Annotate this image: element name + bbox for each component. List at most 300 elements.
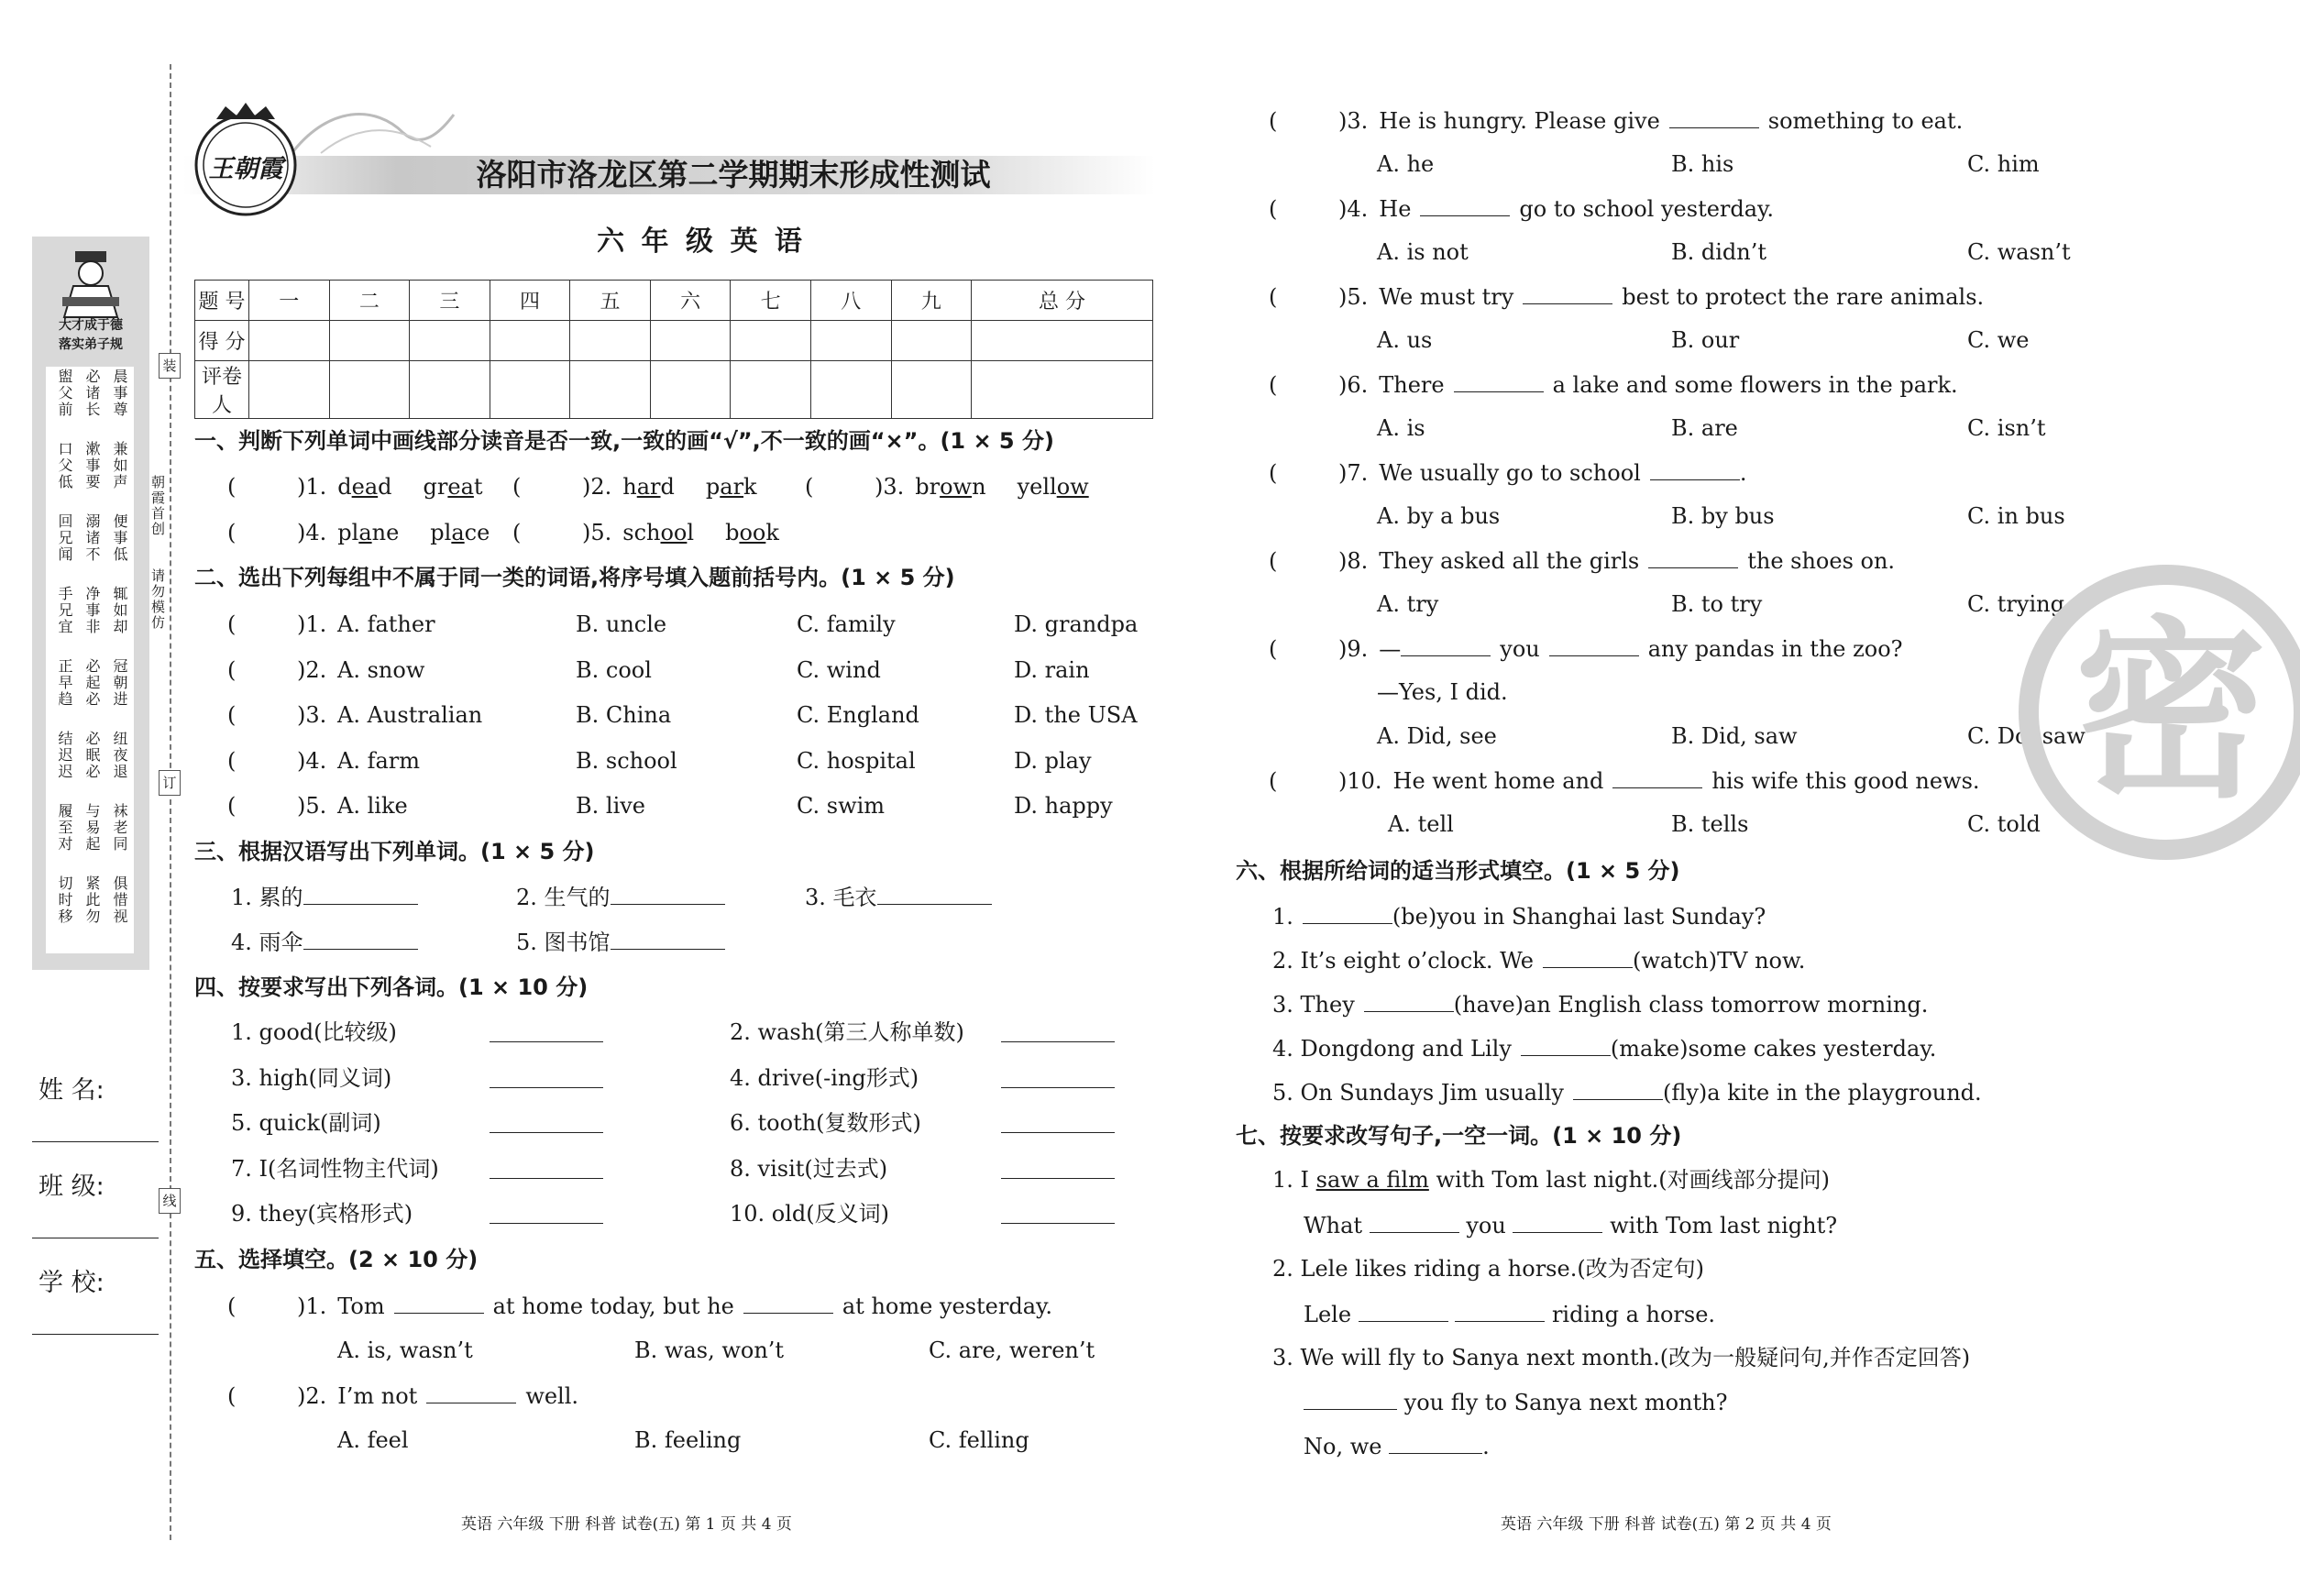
score-cell[interactable] (329, 321, 410, 361)
score-column-header: 八 (810, 281, 891, 321)
s7-q1-post: with Tom last night.(对画线部分提问) (1436, 1167, 1830, 1193)
poem-column: 便事低 (111, 513, 128, 563)
s6-item (1272, 901, 1766, 931)
score-cell[interactable] (650, 321, 731, 361)
answer-blank[interactable] (611, 927, 725, 950)
score-cell[interactable] (570, 361, 651, 419)
s7-q3: 3. We will fly to Sanya next month.(改为一般疑问句,并作否定回答) (1272, 1345, 1971, 1370)
s5-item (1269, 765, 1980, 796)
item-number: )1. (297, 474, 327, 500)
given-word: (make) (1610, 1036, 1689, 1062)
answer-blank[interactable] (303, 882, 418, 905)
word (1018, 474, 1089, 500)
score-cell[interactable] (410, 361, 490, 419)
item-number: )4. (297, 520, 327, 545)
item-label: 4. 雨伞 (231, 930, 303, 955)
poem-column: 口父低 (56, 441, 73, 490)
word-underlined: ar (720, 474, 744, 500)
answer-paren[interactable]: ( (227, 702, 237, 728)
given-word: (watch) (1633, 948, 1718, 974)
s7-q2-ans-a: Lele (1304, 1302, 1352, 1327)
option-d: D. happy (1014, 793, 1113, 819)
item-number: )1. (297, 611, 327, 637)
sidebar-motto (40, 316, 141, 355)
answer-blank[interactable] (1543, 945, 1633, 968)
s2-item (227, 700, 326, 730)
s5-item (1269, 193, 1774, 224)
answer-blank[interactable] (303, 927, 418, 950)
word-part: d (378, 474, 392, 500)
item-stem: 5. On Sundays Jim usually (1272, 1080, 1564, 1106)
answer-paren[interactable]: ( (227, 656, 237, 683)
answer-blank[interactable] (1401, 633, 1491, 656)
word-underlined: ow (1056, 474, 1089, 500)
answer-blank[interactable] (1455, 1299, 1545, 1322)
s7-q3-ans-c: . (1482, 1434, 1490, 1459)
item-number: )3. (297, 702, 327, 728)
answer-paren[interactable]: ( (512, 520, 522, 545)
answer-paren[interactable]: ( (227, 1383, 237, 1409)
s1-item (512, 472, 757, 501)
stem-part: I’m not (337, 1383, 418, 1409)
score-cell[interactable] (972, 321, 1153, 361)
given-word: (fly) (1662, 1080, 1708, 1106)
word (337, 474, 391, 500)
answer-blank[interactable] (1521, 1033, 1611, 1056)
answer-blank[interactable] (1359, 1299, 1448, 1322)
answer-paren[interactable]: ( (512, 474, 522, 500)
motto-line: 大才成于德 (59, 318, 123, 333)
item-label: 5. 图书馆 (516, 930, 611, 955)
scholar-figure (46, 246, 136, 319)
item-label: 2. 生气的 (516, 885, 611, 910)
s7-q2-ans-c: riding a horse. (1551, 1302, 1716, 1327)
score-cell[interactable] (249, 361, 330, 419)
answer-blank[interactable] (1549, 633, 1639, 656)
stem-part: something to eat. (1767, 108, 1964, 134)
binding-mark: 装 (159, 353, 181, 379)
answer-blank[interactable] (1389, 1431, 1482, 1454)
poem-column: 兼如声 (111, 441, 128, 490)
score-cell[interactable] (249, 321, 330, 361)
item-number: )2. (297, 656, 327, 683)
option-a: A. like (337, 793, 408, 819)
item-number: )6. (1338, 372, 1369, 398)
stem-part: well. (525, 1383, 579, 1409)
option-b: B. school (576, 747, 677, 774)
poem-column: 漱事要 (83, 441, 101, 490)
answer-blank[interactable] (743, 1291, 833, 1314)
stem-part: at home today, but he (492, 1293, 734, 1319)
poem-column: 袜老同 (111, 803, 128, 853)
score-column-header: 六 (650, 281, 731, 321)
word (725, 520, 779, 545)
stem-part: best to protect the rare animals. (1622, 284, 1985, 310)
answer-paren[interactable]: ( (1269, 636, 1278, 662)
answer-paren[interactable]: ( (805, 474, 814, 500)
option-c: C. are, weren’t (929, 1337, 1095, 1363)
option-a: A. feel (337, 1427, 409, 1453)
s2-item (227, 746, 326, 776)
score-cell[interactable] (570, 321, 651, 361)
option-b: B. didn’t (1671, 239, 1767, 265)
poem-column: 净事非 (83, 586, 101, 635)
section2-title: 二、选出下列每组中不属于同一类的词语,将序号填入题前括号内。(1 × 5 分) (194, 565, 955, 590)
s7-q1-underlined: saw a film (1315, 1167, 1429, 1193)
s4-item-label: 4. drive(-ing形式) (730, 1064, 919, 1091)
stem-part: We must try (1379, 284, 1514, 310)
poem-column: 必起必 (83, 658, 101, 708)
score-cell[interactable] (891, 321, 972, 361)
item-number: )8. (1338, 548, 1369, 574)
option-c: C. hospital (797, 747, 916, 774)
answer-blank[interactable] (394, 1291, 484, 1314)
section4-title: 四、按要求写出下列各词。(1 × 10 分) (194, 974, 589, 1000)
s3-item (805, 882, 992, 912)
score-cell[interactable] (810, 321, 891, 361)
s4-item-label: 3. high(同义词) (231, 1064, 392, 1091)
s2-item (227, 655, 326, 685)
option-a: A. Did, see (1377, 723, 1497, 749)
motto-line: 落实弟子规 (59, 337, 123, 352)
word-part: k (743, 474, 757, 500)
answer-paren[interactable]: ( (227, 474, 237, 500)
poem-column: 正早趋 (56, 658, 73, 708)
word-part: gr (423, 474, 448, 500)
score-cell[interactable] (650, 361, 731, 419)
word-underlined: a (358, 520, 372, 545)
s6-item (1272, 989, 1928, 1019)
option-a: A. father (337, 611, 435, 637)
page-subtitle: 六 年 级 英 语 (597, 226, 806, 258)
item-stem: 2. It’s eight o’clock. We (1272, 948, 1534, 974)
word-part: ce (464, 520, 490, 545)
poem-column: 晨事尊 (111, 369, 128, 418)
word-underlined: ow (940, 474, 973, 500)
s3-item (231, 927, 418, 957)
word-part: b (725, 520, 740, 545)
answer-paren[interactable]: ( (227, 611, 237, 637)
stem-part: . (1739, 460, 1747, 486)
item-stem: 3. They (1272, 992, 1355, 1018)
school-label: 学 校: (39, 1269, 105, 1297)
option-c: C. wasn’t (1967, 239, 2071, 265)
poem-column: 履至对 (56, 803, 73, 853)
stem-part: any pandas in the zoo? (1647, 636, 1903, 662)
s4-item-label: 5. quick(副词) (231, 1110, 381, 1136)
stem-part: There (1379, 372, 1445, 398)
score-cell[interactable] (490, 321, 570, 361)
word (424, 474, 483, 500)
score-cell[interactable] (329, 361, 410, 419)
answer-blank[interactable] (1648, 545, 1738, 568)
answer-blank[interactable] (1454, 369, 1544, 392)
option-b: B. are (1671, 415, 1738, 441)
answer-paren[interactable]: ( (1269, 284, 1278, 310)
s4-item-label: 8. visit(过去式) (730, 1155, 888, 1182)
item-label: 1. 累的 (231, 885, 303, 910)
poem-column: 回兄闻 (56, 513, 73, 563)
item-label: 3. 毛衣 (805, 885, 877, 910)
s2-item (227, 791, 326, 820)
stem-part: We usually go to school (1379, 460, 1641, 486)
s5-item (227, 1291, 1052, 1321)
answer-blank[interactable] (1513, 1210, 1602, 1233)
option-c: C. him (1967, 151, 2040, 177)
score-cell[interactable] (731, 361, 811, 419)
score-cell[interactable] (972, 361, 1153, 419)
option-a: A. he (1377, 151, 1435, 177)
binding-mark: 订 (159, 770, 181, 796)
stem-part: his wife this good news. (1711, 768, 1980, 794)
answer-paren[interactable]: ( (1269, 196, 1278, 222)
answer-paren[interactable]: ( (227, 793, 237, 819)
name-field[interactable] (32, 1141, 159, 1142)
item-number: )9. (1338, 636, 1369, 662)
poem-column: 溺诸不 (83, 513, 101, 563)
logo (191, 103, 301, 222)
score-cell[interactable] (810, 361, 891, 419)
option-b: B. was, won’t (634, 1337, 785, 1363)
word-part: p (705, 474, 721, 500)
option-c: C. told (1967, 811, 2041, 837)
item-number: )2. (582, 474, 612, 500)
s6-item (1272, 1033, 1936, 1063)
logo-text: 王朝霞 (208, 155, 283, 183)
answer-blank[interactable] (490, 1041, 603, 1042)
option-b: B. our (1671, 327, 1740, 353)
word (706, 474, 757, 500)
s3-item (516, 927, 725, 957)
word-underlined: ea (447, 474, 474, 500)
answer-blank[interactable] (1001, 1041, 1115, 1042)
answer-blank[interactable] (490, 1223, 603, 1224)
answer-blank[interactable] (1420, 193, 1510, 216)
s7-q1-pre: 1. I (1272, 1167, 1310, 1193)
word-part: pl (430, 520, 452, 545)
score-row-label: 评卷人 (195, 361, 249, 419)
binding-line (170, 64, 171, 1540)
answer-blank[interactable] (490, 1087, 603, 1088)
secret-stamp (2015, 561, 2300, 864)
option-c: C. swim (797, 793, 886, 819)
school-field[interactable] (32, 1334, 159, 1335)
score-column-header: 五 (570, 281, 651, 321)
option-c: C. family (797, 611, 896, 637)
binding-note-line: 请勿模仿 (149, 568, 166, 631)
stem-part: He went home and (1392, 768, 1604, 794)
poem-column: 必眠必 (83, 731, 101, 780)
s7-q3-ans-a: you fly to Sanya next month? (1403, 1390, 1728, 1415)
score-cell[interactable] (731, 321, 811, 361)
poem-column: 俱惜视 (111, 875, 128, 925)
s5-item (1269, 105, 1963, 136)
option-b: B. his (1671, 151, 1734, 177)
option-d: D. play (1014, 747, 1092, 774)
stem-part: you (1500, 636, 1540, 662)
word-part: d (660, 474, 675, 500)
option-b: B. to try (1671, 591, 1763, 617)
option-d: D. the USA (1014, 702, 1138, 728)
answer-blank[interactable] (1303, 901, 1392, 924)
section5-title: 五、选择填空。(2 × 10 分) (194, 1247, 479, 1272)
binding-mark: 线 (159, 1188, 181, 1214)
option-c: C. England (797, 702, 919, 728)
s5-item (1269, 457, 1746, 488)
word (622, 520, 694, 545)
s7-q3-ans-b: No, we (1304, 1434, 1382, 1459)
option-b: B. Did, saw (1671, 723, 1798, 749)
stem-reply: —Yes, I did. (1377, 679, 1508, 705)
poem-column: 手兄宜 (56, 586, 73, 635)
option-c: C. trying (1967, 591, 2064, 617)
answer-blank[interactable] (1001, 1178, 1115, 1179)
poem-column: 辄如却 (111, 586, 128, 635)
s7-q2: 2. Lele likes riding a horse.(改为否定句) (1272, 1256, 1705, 1282)
answer-blank[interactable] (1523, 281, 1612, 304)
given-word: (have) (1453, 992, 1524, 1018)
option-d: D. grandpa (1014, 611, 1139, 637)
item-number: )5. (582, 520, 612, 545)
word-underlined: a (451, 520, 465, 545)
option-b: B. live (576, 793, 646, 819)
answer-blank[interactable] (1612, 765, 1702, 788)
poem-column: 与易起 (83, 803, 101, 853)
poem-column: 盥父前 (56, 369, 73, 418)
poem-column: 紧此勿 (83, 875, 101, 925)
option-a: A. farm (337, 747, 421, 774)
option-b: B. cool (576, 656, 652, 683)
s7-q1 (1272, 1165, 1830, 1194)
answer-paren[interactable]: ( (227, 1293, 237, 1319)
option-a: A. is not (1377, 239, 1469, 265)
option-c: C. wind (797, 656, 881, 683)
stem-part: at home yesterday. (842, 1293, 1053, 1319)
word-underlined: oo (660, 520, 688, 545)
binding-note-line: 朝霞首创 (149, 475, 166, 537)
word-part: l (687, 520, 695, 545)
score-row-label: 题 号 (195, 281, 249, 321)
stamp-text: 密 (2074, 600, 2267, 824)
answer-paren[interactable]: ( (1269, 372, 1278, 398)
stem-part: Tom (337, 1293, 385, 1319)
option-a: A. snow (337, 656, 425, 683)
answer-paren[interactable]: ( (1269, 768, 1278, 794)
score-cell[interactable] (410, 321, 490, 361)
score-column-header: 总 分 (972, 281, 1153, 321)
s1-item (512, 518, 779, 547)
option-a: A. Australian (337, 702, 483, 728)
item-number: )2. (297, 1383, 327, 1409)
item-tail: an English class tomorrow morning. (1524, 992, 1929, 1018)
option-b: B. feeling (634, 1427, 742, 1453)
answer-blank[interactable] (1370, 1210, 1459, 1233)
poem-column: 纽夜退 (111, 731, 128, 780)
word-part: ne (371, 520, 400, 545)
grader-row (195, 361, 1153, 419)
word-underlined: ea (351, 474, 379, 500)
page-title: 洛阳市洛龙区第二学期期末形成性测试 (476, 157, 991, 193)
section1-title: 一、判断下列单词中画线部分读音是否一致,一致的画“√”,不一致的画“×”。(1 × 5 分) (194, 428, 1054, 454)
score-column-header: 三 (410, 281, 490, 321)
answer-blank[interactable] (1364, 989, 1454, 1012)
s5-item (1269, 545, 1895, 576)
answer-blank[interactable] (1650, 457, 1740, 480)
s4-item-label: 9. they(宾格形式) (231, 1201, 413, 1227)
answer-blank[interactable] (1001, 1223, 1115, 1224)
score-header-row (195, 281, 1153, 321)
score-row (195, 321, 1153, 361)
option-b: B. by bus (1671, 503, 1775, 529)
word-part: k (765, 520, 779, 545)
answer-paren[interactable]: ( (227, 520, 237, 545)
word-part: pl (337, 520, 359, 545)
option-c: C. Do, saw (1967, 723, 2085, 749)
item-number: )5. (297, 793, 327, 819)
item-number: )3. (1338, 108, 1369, 134)
answer-blank[interactable] (1001, 1087, 1115, 1088)
word-part: yell (1017, 474, 1057, 500)
item-stem: 1. (1272, 904, 1293, 930)
s6-item (1272, 945, 1805, 975)
item-number: )7. (1338, 460, 1369, 486)
s7-q1-ans-a: What (1304, 1213, 1363, 1238)
poem-column: 结迟迟 (56, 731, 73, 780)
word-part: t (473, 474, 483, 500)
answer-paren[interactable]: ( (1269, 108, 1278, 134)
item-tail: some cakes yesterday. (1688, 1036, 1937, 1062)
poem-column: 冠朝进 (111, 658, 128, 708)
sidebar-poem (50, 369, 130, 952)
s1-item (227, 518, 490, 547)
item-number: )5. (1338, 284, 1369, 310)
header-ribbon (293, 96, 458, 160)
option-a: A. is (1377, 415, 1425, 441)
item-tail: you in Shanghai last Sunday? (1436, 904, 1766, 930)
score-cell[interactable] (490, 361, 570, 419)
item-number: )4. (297, 747, 327, 774)
option-d: D. rain (1014, 656, 1090, 683)
answer-blank[interactable] (877, 882, 992, 905)
answer-blank[interactable] (1669, 105, 1759, 128)
answer-blank[interactable] (1001, 1132, 1115, 1133)
s5-item (227, 1381, 578, 1411)
stem-part: He (1379, 196, 1412, 222)
word (622, 474, 675, 500)
option-a: A. tell (1388, 811, 1454, 837)
answer-blank[interactable] (1573, 1077, 1663, 1100)
answer-blank[interactable] (490, 1178, 603, 1179)
s5-item (1269, 281, 1984, 312)
item-stem: 4. Dongdong and Lily (1272, 1036, 1512, 1062)
word-part: d (337, 474, 352, 500)
answer-paren[interactable]: ( (1269, 548, 1278, 574)
s7-q1-ans-c: with Tom last night? (1610, 1213, 1838, 1238)
answer-paren[interactable]: ( (1269, 460, 1278, 486)
answer-blank[interactable] (490, 1132, 603, 1133)
item-number: )1. (297, 1293, 327, 1319)
score-cell[interactable] (891, 361, 972, 419)
s7-q2-answer (1304, 1299, 1715, 1329)
word-part: h (622, 474, 637, 500)
answer-paren[interactable]: ( (227, 747, 237, 774)
answer-blank[interactable] (1304, 1387, 1397, 1410)
option-c: C. we (1967, 327, 2030, 353)
option-b: B. tells (1671, 811, 1749, 837)
answer-blank[interactable] (611, 882, 725, 905)
answer-blank[interactable] (426, 1381, 516, 1403)
stem-part: a lake and some flowers in the park. (1552, 372, 1958, 398)
